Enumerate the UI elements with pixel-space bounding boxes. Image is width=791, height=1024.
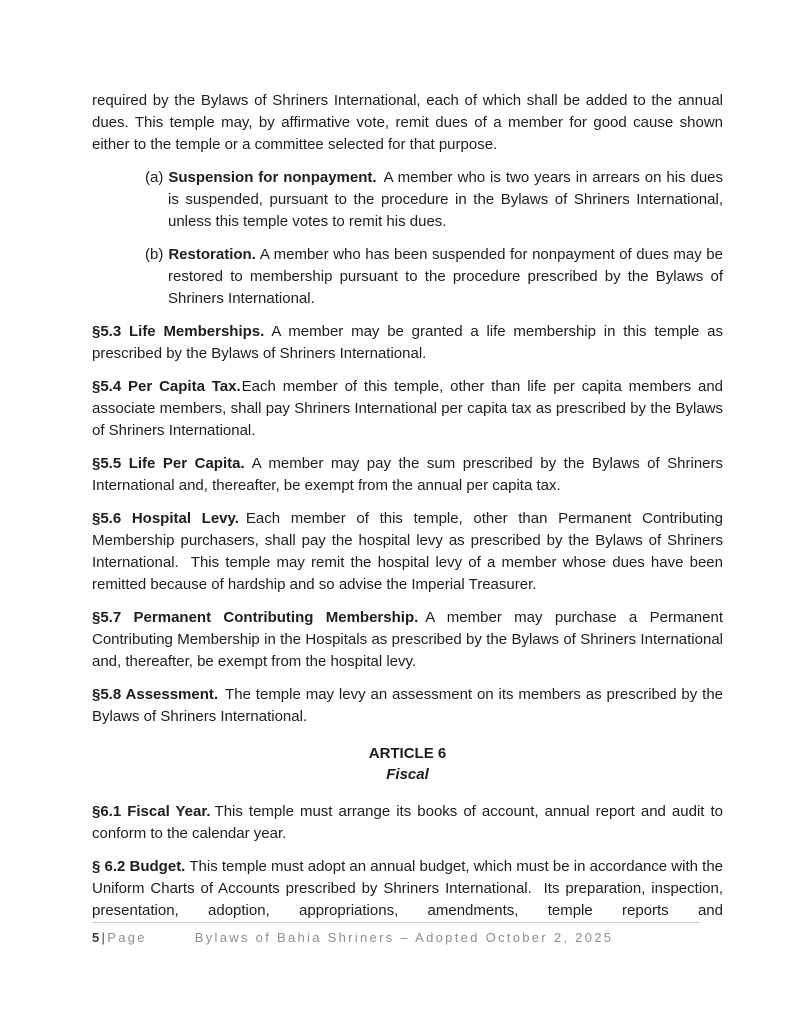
section-5-7-title: §5.7 Permanent Contributing Membership. bbox=[92, 609, 419, 626]
document-body bbox=[92, 90, 723, 933]
footer-separator: | bbox=[101, 930, 108, 945]
section-5-6-title: §5.6 Hospital Levy. bbox=[92, 510, 239, 527]
footer-page-number: 5 bbox=[92, 930, 102, 945]
section-5-8-title: §5.8 Assessment. bbox=[92, 686, 219, 703]
section-6-2-body: This temple must adopt an annual budget, which must be in accordance with the Uniform Charts of Accounts prescribed by Shriners International. Its preparation, inspection, presentation, adoption, appropriations, amendments, temple reports and bbox=[92, 858, 724, 919]
article-subtitle: Fiscal bbox=[386, 766, 429, 783]
section-5-8-body: The temple may levy an assessment on its members as prescribed by the Bylaws of Shriners International. bbox=[92, 686, 724, 725]
section-5-5-body: A member may pay the sum prescribed by the Bylaws of Shriners International and, thereafter, be exempt from the annual per capita tax. bbox=[92, 455, 723, 494]
section-6-2 bbox=[92, 856, 723, 922]
section-6-1 bbox=[92, 801, 723, 845]
section-5-3 bbox=[92, 321, 723, 365]
section-6-2-title: § 6.2 Budget. bbox=[92, 858, 186, 875]
article-heading: ARTICLE 6 bbox=[368, 745, 447, 762]
section-5-5 bbox=[92, 453, 723, 497]
section-6-1-title: §6.1 Fiscal Year. bbox=[92, 803, 211, 820]
footer-doc-title: Bylaws of Bahia Shriners – Adopted October 2, 2025 bbox=[194, 930, 614, 945]
section-5-3-title: §5.3 Life Memberships. bbox=[92, 323, 265, 340]
section-6-1-body: This temple must arrange its books of account, annual report and audit to conform to the calendar year. bbox=[92, 803, 723, 842]
list-body-a: A member who is two years in arrears on his dues is suspended, pursuant to the procedure in the Bylaws of Shriners International, unless this temple votes to remit his dues. bbox=[168, 169, 724, 230]
list-title-a: Suspension for nonpayment. bbox=[168, 169, 377, 186]
section-5-3-body: A member may be granted a life membership in this temple as prescribed by the Bylaws of Shriners International. bbox=[92, 323, 724, 362]
section-5-8 bbox=[92, 684, 723, 728]
section-5-4-title: §5.4 Per Capita Tax. bbox=[92, 378, 241, 395]
list-title-b: Restoration. bbox=[168, 246, 256, 263]
section-5-7-body: A member may purchase a Permanent Contributing Membership in the Hospitals as prescribed by the Bylaws of Shriners International and, thereafter, be exempt from the hospital levy. bbox=[92, 609, 723, 670]
footer-page-label: Page bbox=[107, 930, 147, 945]
list-item-a bbox=[92, 167, 723, 233]
section-5-4-body: Each member of this temple, other than life per capita members and associate members, shall pay Shriners International per capita tax as prescribed by the Bylaws of Shriners International. bbox=[92, 378, 724, 439]
paragraph-intro: required by the Bylaws of Shriners International, each of which shall be added to the annual dues. This temple may, by affirmative vote, remit dues of a member for good cause shown either to the temple or a committee selected for that purpose. bbox=[92, 92, 723, 153]
section-5-5-title: §5.5 Life Per Capita. bbox=[92, 455, 245, 472]
list-body-b: A member who has been suspended for nonpayment of dues may be restored to membership pursuant to the procedure prescribed by the Bylaws of Shriners International. bbox=[168, 246, 723, 307]
page-footer bbox=[92, 922, 700, 946]
list-item-b bbox=[92, 244, 723, 310]
list-marker-b: (b) bbox=[145, 246, 164, 263]
list-marker-a: (a) bbox=[145, 169, 164, 186]
section-5-7 bbox=[92, 607, 723, 673]
section-5-6-body: Each member of this temple, other than Permanent Contributing Membership purchasers, shall pay the hospital levy as prescribed by the Bylaws of Shriners International. This temple may remit the hospital levy of a member whose dues have been remitted because of hardship and so advise the Imperial Treasurer. bbox=[92, 510, 723, 593]
section-5-6 bbox=[92, 508, 723, 596]
section-5-4 bbox=[92, 376, 723, 442]
